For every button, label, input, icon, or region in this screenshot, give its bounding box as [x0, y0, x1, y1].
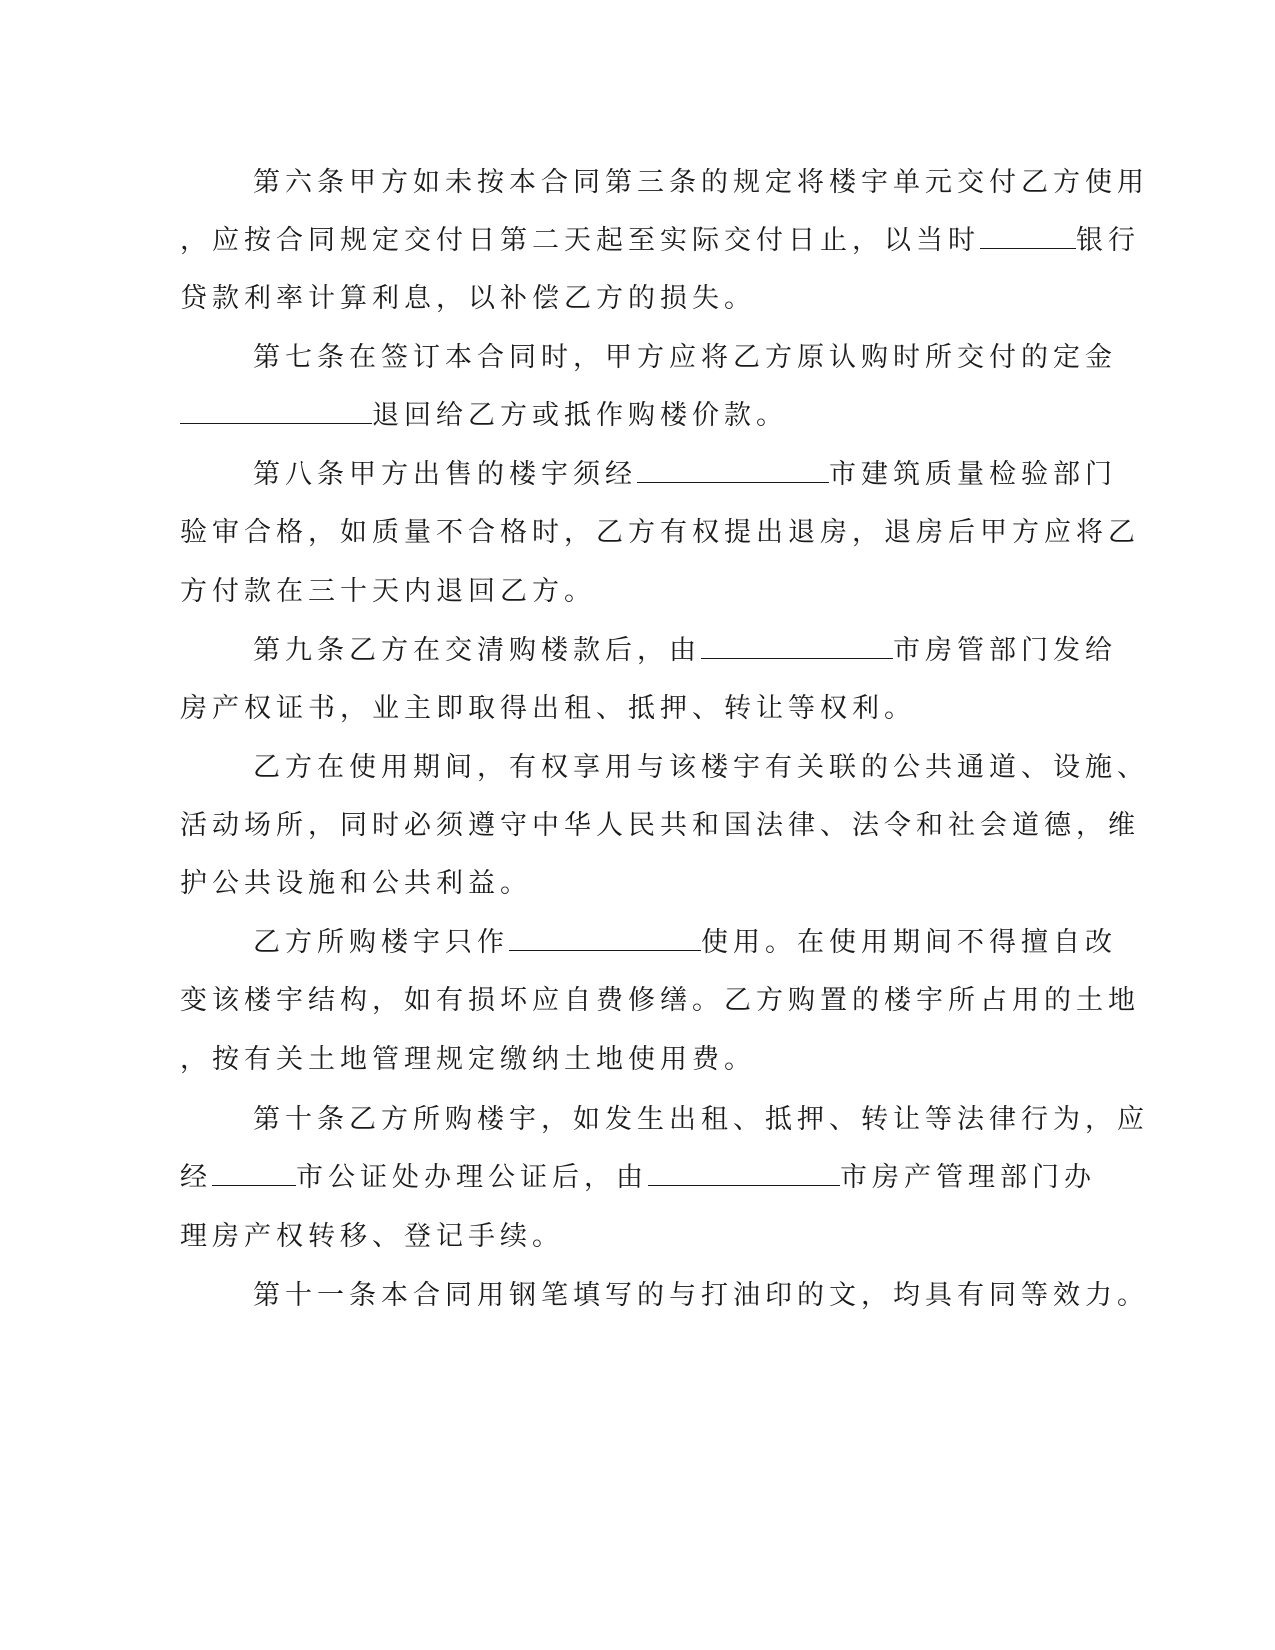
fill-blank-deposit [180, 399, 372, 424]
usage-para-1-line-2: 活动场所，同时必须遵守中华人民共和国法律、法令和社会道德，维 [180, 810, 1140, 841]
clause-11-line-1: 第十一条本合同用钢笔填写的与打油印的文，均具有同等效力。 [253, 1280, 1149, 1311]
fill-blank-inspection-city [637, 458, 829, 483]
usage-para-1-line-1: 乙方在使用期间，有权享用与该楼宇有关联的公共通道、设施、 [253, 752, 1149, 783]
clause-9-line-2: 房产权证书，业主即取得出租、抵押、转让等权利。 [180, 693, 916, 724]
fill-blank-notary-city [212, 1161, 296, 1186]
clause-6-line-3: 贷款利率计算利息，以补偿乙方的损失。 [180, 283, 756, 314]
usage-para-2-line-2: 变该楼宇结构，如有损坏应自费修缮。乙方购置的楼宇所占用的土地 [180, 985, 1140, 1016]
clause-10-line-3: 理房产权转移、登记手续。 [180, 1221, 564, 1252]
clause-8-line-2: 验审合格，如质量不合格时，乙方有权提出退房，退房后甲方应将乙 [180, 517, 1140, 548]
clause-9-line-1: 第九条乙方在交清购楼款后，由 市房管部门发给 [253, 635, 1117, 666]
clause-10-line-2: 经 市公证处办理公证后，由 市房产管理部门办 [180, 1162, 1096, 1193]
clause-7-line-1: 第七条在签订本合同时，甲方应将乙方原认购时所交付的定金 [253, 342, 1117, 373]
clause-8-line-3: 方付款在三十天内退回乙方。 [180, 576, 596, 607]
usage-para-2-line-3: ，按有关土地管理规定缴纳土地使用费。 [180, 1044, 756, 1075]
fill-blank-usage-type [509, 926, 701, 951]
fill-blank-housing-city [701, 634, 893, 659]
usage-para-2-line-1: 乙方所购楼宇只作 使用。在使用期间不得擅自改 [253, 927, 1117, 958]
clause-8-line-1: 第八条甲方出售的楼宇须经 市建筑质量检验部门 [253, 459, 1117, 490]
clause-6-line-2: ，应按合同规定交付日第二天起至实际交付日止，以当时 银行 [180, 225, 1140, 256]
usage-para-1-line-3: 护公共设施和公共利益。 [180, 868, 532, 899]
clause-7-line-2: 退回给乙方或抵作购楼价款。 [180, 399, 788, 433]
clause-6-line-1: 第六条甲方如未按本合同第三条的规定将楼宇单元交付乙方使用 [253, 167, 1149, 198]
fill-blank-bank [980, 224, 1076, 249]
fill-blank-property-city [648, 1161, 840, 1186]
clause-10-line-1: 第十条乙方所购楼宇，如发生出租、抵押、转让等法律行为，应 [253, 1104, 1149, 1135]
